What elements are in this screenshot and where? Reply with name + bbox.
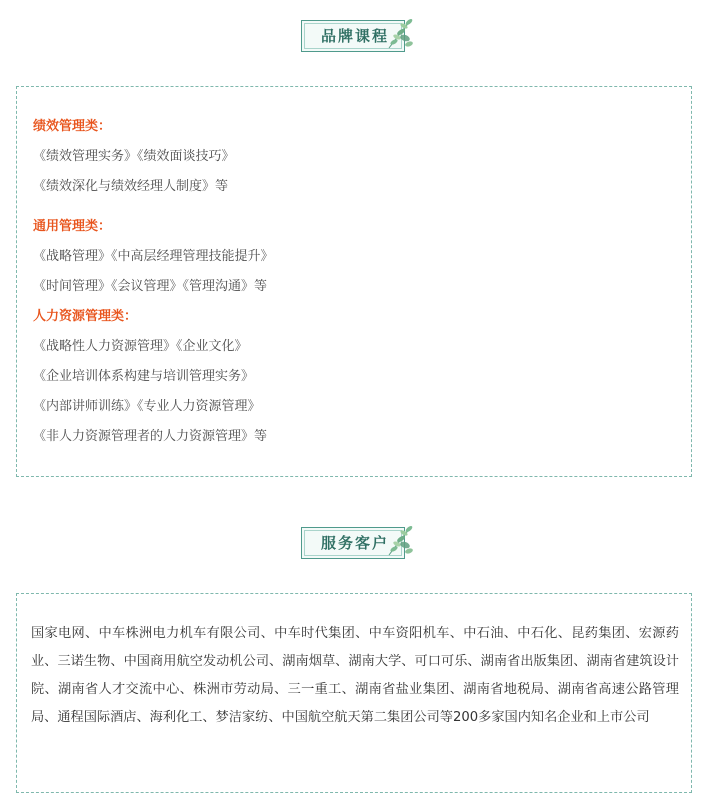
section-title: 服务客户 [320,534,389,552]
clients-box [16,593,692,793]
section-header-clients [0,521,708,563]
category-title-hr: 人力资源管理类： [33,309,138,324]
course-line: 《非人力资源管理者的人力资源管理》等 [33,429,268,444]
category-title-performance: 绩效管理类： [33,119,112,134]
course-line: 《绩效管理实务》《绩效面谈技巧》 [33,149,235,164]
leaf-sprig-icon [385,14,415,56]
section-header-courses [0,14,708,56]
course-line: 《企业培训体系构建与培训管理实务》 [33,369,255,384]
leaf-sprig-icon [385,521,415,563]
clients-paragraph: 国家电网、中车株洲电力机车有限公司、中车时代集团、中车资阳机车、中石油、中石化、昆药集团、宏源药业、三诺生物、中国商用航空发动机公司、湖南烟草、湖南大学、可口可乐、湖南省出版集团、湖南省建筑设计院、湖南省人才交流中心、株洲市劳动局、三一重工、湖南省盐业集团、湖南省地税局、湖南省高速公路管理局、通程国际酒店、海利化工、梦洁家纺、中国航空航天第二集团公司等200多家国内知名企业和上市公司 [31,626,679,725]
course-line: 《战略性人力资源管理》《企业文化》 [33,339,248,354]
section-badge [299,14,409,56]
course-line: 《时间管理》《会议管理》《管理沟通》等 [33,279,268,294]
course-line: 《内部讲师训练》《专业人力资源管理》 [33,399,261,414]
courses-box [16,86,692,477]
category-title-general: 通用管理类： [33,219,112,234]
section-title: 品牌课程 [320,27,389,45]
course-line: 《战略管理》《中高层经理管理技能提升》 [33,249,274,264]
section-badge [299,521,409,563]
course-line: 《绩效深化与绩效经理人制度》等 [33,179,229,194]
